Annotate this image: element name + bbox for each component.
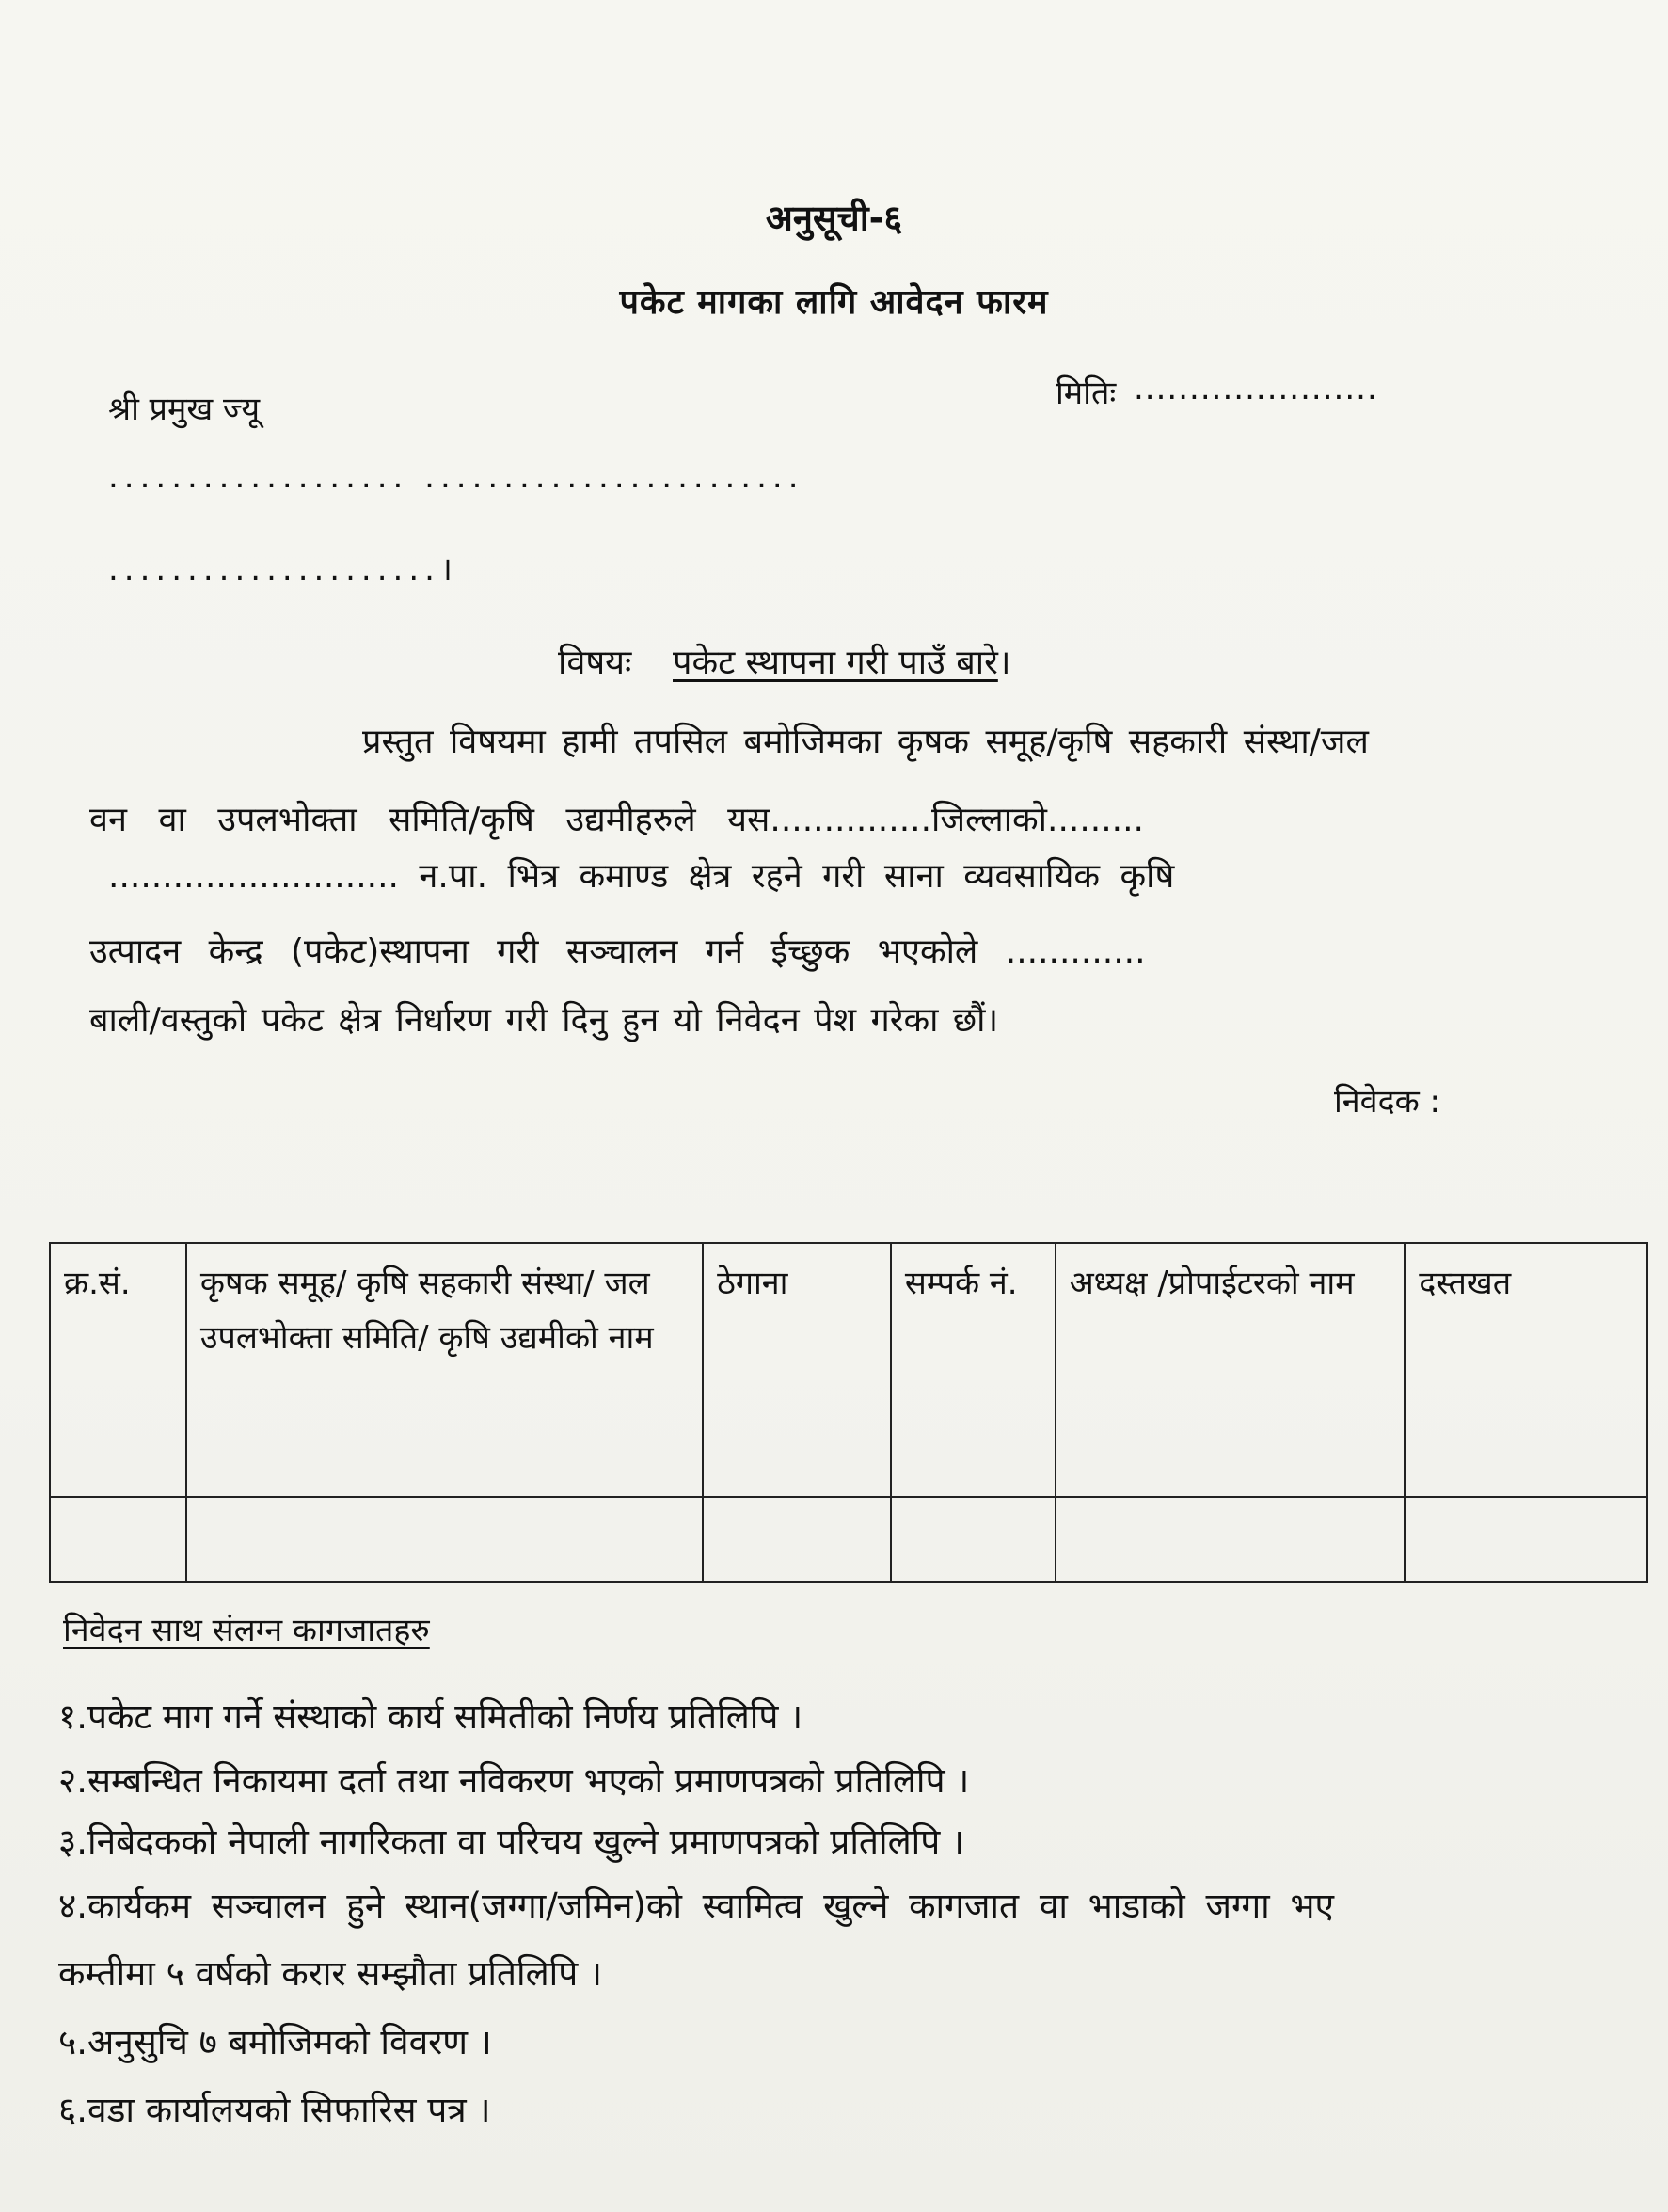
column-header-serial: क्र.सं. (50, 1243, 186, 1497)
attachment-item-continued: कम्तीमा ५ वर्षको करार सम्झौता प्रतिलिपि । (58, 1953, 603, 1994)
column-header-contact: सम्पर्क नं. (891, 1243, 1056, 1497)
attachment-item: २.सम्बन्धित निकायमा दर्ता तथा नविकरण भएको प्रमाणपत्रको प्रतिलिपि । (58, 1760, 970, 1801)
body-line: उत्पादन केन्द्र (पकेट)स्थापना गरी सञ्चालन गर्न ईच्छुक भएकोले ............. (89, 932, 1146, 971)
table-cell (891, 1497, 1056, 1582)
table-header-row (50, 1243, 1647, 1497)
column-header-address: ठेगाना (703, 1243, 891, 1497)
table-cell (1405, 1497, 1647, 1582)
date-label: मितिः (1056, 374, 1117, 412)
column-header-signature: दस्तखत (1405, 1243, 1647, 1497)
column-header-organization-name: कृषक समूह/ कृषि सहकारी संस्था/ जल उपलभोक्ता समिति/ कृषि उद्यमीको नाम (186, 1243, 703, 1497)
attachment-item: ४.कार्यकम सञ्चालन हुने स्थान(जग्गा/जमिन)को स्वामित्व खुल्ने कागजात वा भाडाको जग्गा भए (58, 1886, 1334, 1926)
body-line: ........................... न.पा. भित्र कमाण्ड क्षेत्र रहने गरी साना व्यवसायिक कृषि (108, 857, 1175, 896)
table-row (50, 1497, 1647, 1582)
attachment-item: ५.अनुसुचि ७ बमोजिमको विवरण । (58, 2022, 492, 2062)
attachment-item: ६.वडा कार्यालयको सिफारिस पत्र । (58, 2090, 491, 2130)
subject-text: पकेट स्थापना गरी पाउँ बारे (673, 644, 998, 682)
subject-end: । (997, 644, 1011, 682)
attachments-heading: निवेदन साथ संलग्न कागजातहरु (63, 1612, 430, 1649)
body-line: वन वा उपलभोक्ता समिति/कृषि उद्यमीहरुले यस...............जिल्लाको......... (89, 801, 1144, 839)
table-cell (186, 1497, 703, 1582)
table-cell (1056, 1497, 1406, 1582)
subject (673, 638, 1010, 684)
body-line: प्रस्तुत विषयमा हामी तपसिल बमोजिमका कृषक समूह/कृषि सहकारी संस्था/जल (362, 723, 1369, 761)
address-line-2: .....................। (108, 550, 458, 588)
table-cell (50, 1497, 186, 1582)
attachment-item: १.पकेट माग गर्ने संस्थाको कार्य समितीको निर्णय प्रतिलिपि । (58, 1696, 803, 1737)
attachment-item: ३.निबेदकको नेपाली नागरिकता वा परिचय खुल्ने प्रमाणपत्रको प्रतिलिपि । (58, 1822, 965, 1862)
table-cell (703, 1497, 891, 1582)
applicant-table (49, 1242, 1648, 1583)
column-header-chairperson: अध्यक्ष /प्रोपाईटरको नाम (1056, 1243, 1406, 1497)
form-title: पकेट मागका लागि आवेदन फारम (619, 283, 1049, 322)
date-blank: ...................... (1134, 370, 1378, 407)
schedule-label: अनुसूची-६ (765, 198, 903, 239)
addressee: श्री प्रमुख ज्यू (108, 390, 261, 428)
applicant-label: निवेदक : (1334, 1083, 1441, 1121)
subject-label: विषयः (558, 644, 632, 682)
body-line: बाली/वस्तुको पकेट क्षेत्र निर्धारण गरी दिनु हुन यो निवेदन पेश गरेका छौं। (89, 1001, 999, 1040)
address-line-1: ................... ........................ (108, 458, 804, 496)
